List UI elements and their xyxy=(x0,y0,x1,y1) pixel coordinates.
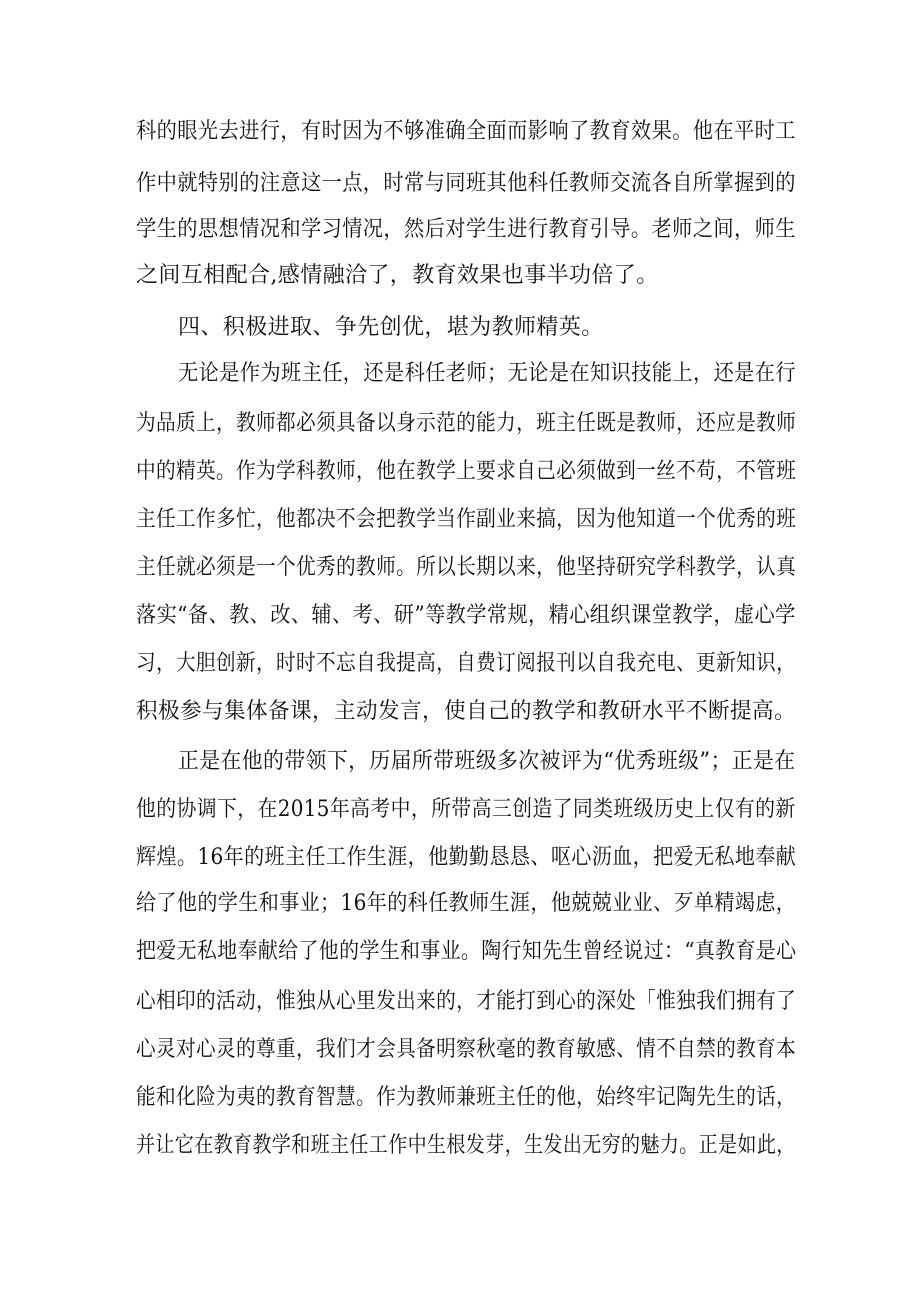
text-line-11: 落实“备、教、改、辅、考、研”等教学常规，精心组织课堂教学，虚心学 xyxy=(136,603,796,628)
text-line-16: 辉煌。16年的班主任工作生涯，他勤勤恳恳、呕心沥血，把爱无私地奉献 xyxy=(136,845,797,870)
text-line-4: 之间互相配合,感情融洽了，教育效果也事半功倍了。 xyxy=(136,263,659,288)
text-line-1: 科的眼光去进行，有时因为不够准确全面而影响了教育效果。他在平时工 xyxy=(136,119,796,144)
text-line-6: 无论是作为班主任，还是科任老师；无论是在知识技能上，还是在行 xyxy=(178,361,796,386)
section-heading: 四、积极进取、争先创优，堪为教师精英。 xyxy=(178,315,604,340)
text-line-13: 积极参与集体备课，主动发言，使自己的教学和教研水平不断提高。 xyxy=(136,699,796,724)
text-line-12: 习，大胆创新，时时不忘自我提高，自费订阅报刊以自我充电、更新知识， xyxy=(136,651,797,676)
text-line-10: 主任就必须是一个优秀的教师。所以长期以来，他坚持研究学科教学，认真 xyxy=(136,555,797,580)
text-line-9: 主任工作多忙，他都决不会把教学当作副业来搞，因为他知道一个优秀的班 xyxy=(136,507,797,532)
text-line-3: 学生的思想情况和学习情况，然后对学生进行教育引导。老师之间，师生 xyxy=(136,217,796,242)
text-line-22: 并让它在教育教学和班主任工作中生根发芽，生发出无穷的魅力。正是如此， xyxy=(136,1133,796,1158)
text-line-20: 心灵对心灵的尊重，我们才会具备明察秋毫的教育敏感、情不自禁的教育本 xyxy=(136,1037,797,1062)
text-line-8: 中的精英。作为学科教师，他在教学上要求自己必须做到一丝不苟，不管班 xyxy=(136,459,797,484)
text-line-7: 为品质上，教师都必须具备以身示范的能力，班主任既是教师，还应是教师 xyxy=(136,411,797,436)
text-line-19: 心相印的活动，惟独从心里发出来的，才能打到心的深处「惟独我们拥有了 xyxy=(136,989,797,1014)
text-line-21: 能和化险为夷的教育智慧。作为教师兼班主任的他，始终牢记陶先生的话， xyxy=(136,1085,797,1110)
text-line-15: 他的协调下，在2015年高考中，所带高三创造了同类班级历史上仅有的新 xyxy=(136,797,796,822)
text-line-18: 把爱无私地奉献给了他的学生和事业。陶行知先生曾经说过：“真教育是心 xyxy=(136,939,797,964)
text-line-2: 作中就特别的注意这一点，时常与同班其他科任教师交流各自所掌握到的 xyxy=(136,171,796,196)
text-line-17: 给了他的学生和事业；16年的科任教师生涯，他兢兢业业、歹单精竭虑， xyxy=(136,891,797,916)
text-line-14: 正是在他的带领下，历届所带班级多次被评为“优秀班级”；正是在 xyxy=(178,749,796,774)
